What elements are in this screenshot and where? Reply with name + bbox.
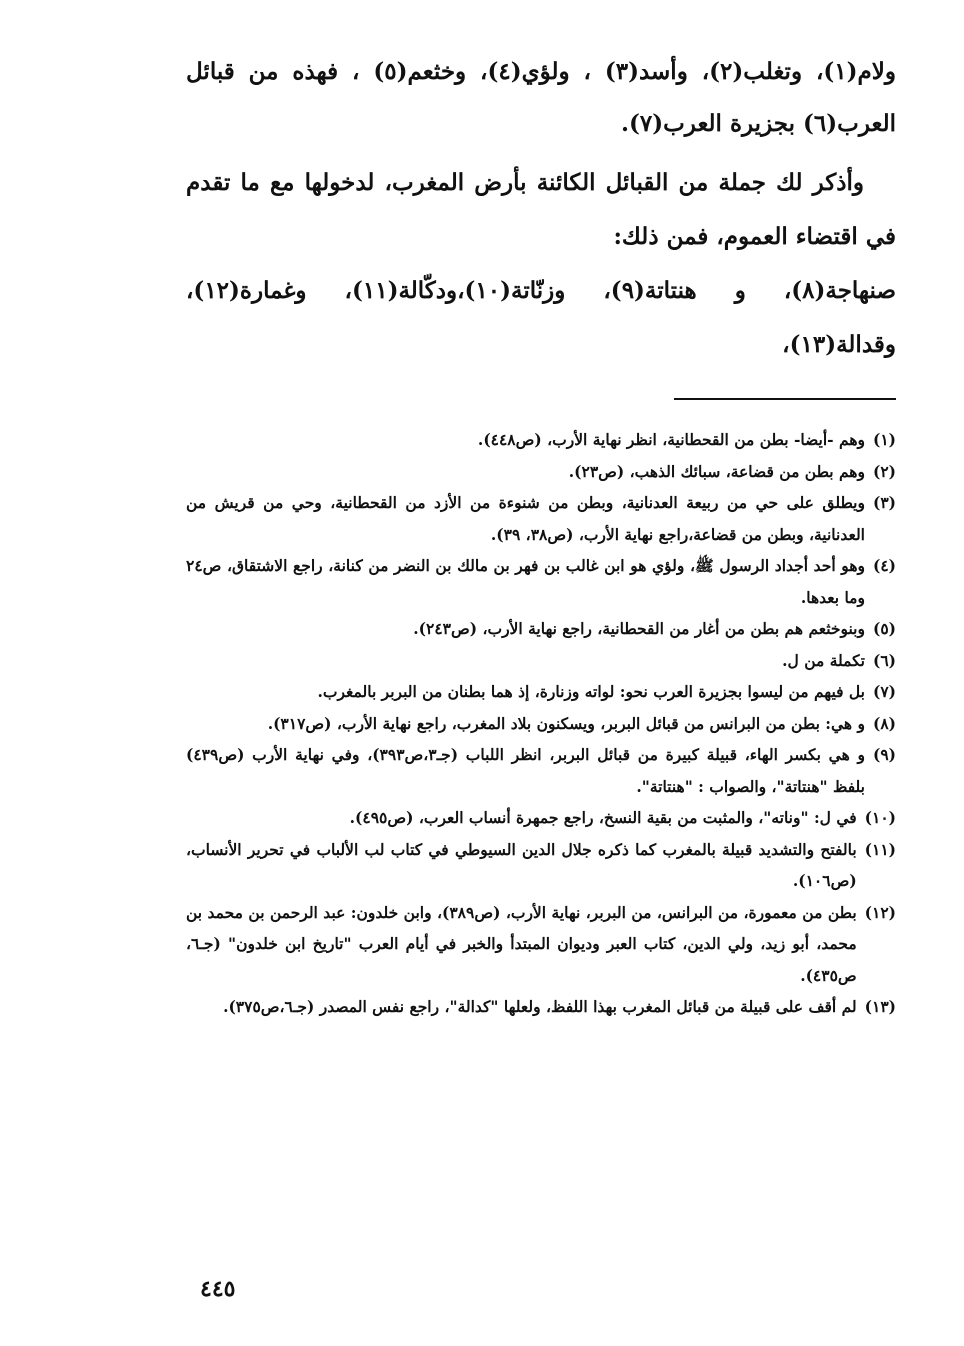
footnote-number: (٥): [872, 619, 896, 638]
footnote-text: و هي: بطن من البرانس من قبائل البربر، ويسكنون بلاد المغرب، راجع نهاية الأرب، (ص٣١٧).: [267, 713, 865, 733]
footnote-number: (٣): [872, 493, 896, 512]
footnote: [186, 991, 896, 1023]
footnote-text: بالفتح والتشديد قبيلة بالمغرب كما ذكره جلال الدين السيوطي في كتاب لب الألباب في تحرير الأنساب، (ص١٠٦).: [186, 839, 857, 890]
footnote: [186, 613, 896, 645]
footnote-number: (١٠): [864, 808, 896, 827]
footnote-number: (٩): [872, 745, 896, 764]
footnote-text: تكملة من ل.: [782, 650, 865, 670]
footnote-text: بل فيهم من ليسوا بجزيرة العرب نحو: لواته وزنارة، إذ هما بطنان من البربر بالمغرب.: [317, 682, 865, 701]
main-paragraph: ولام(١)، وتغلب(٢)، وأسد(٣) ، ولؤي(٤)، وخثعم(٥) ، فهذه من قبائل العرب(٦) بجزيرة العرب(٧).: [186, 58, 896, 137]
footnote-text: بطن من معمورة، من البرانس، من البربر، نهاية الأرب، (ص٣٨٩)، وابن خلدون: عبد الرحمن بن محمد بن محمد، أبو زيد، ولي الدين، كتاب العبر وديوان المبتدأ والخبر في أيام العرب "تاريخ ابن خلدون" (جـ٦، ص٤٣٥).: [186, 902, 857, 985]
footnote: [186, 897, 896, 992]
footnote-number: (٢): [872, 461, 896, 481]
footnote-text: وهم بطن من قضاعة، سبائك الذهب، (ص٢٣).: [568, 461, 865, 481]
footnote-number: (٨): [872, 713, 896, 733]
footnote-text: وبنوخثعم هم بطن من أغار من القحطانية، راجع نهاية الأرب، (ص٢٤٣).: [413, 619, 865, 638]
footnote-number: (٤): [872, 556, 896, 575]
footnote-number: (١): [872, 430, 896, 449]
footnote: [186, 834, 896, 897]
footnote: [186, 550, 896, 613]
footnote-separator: [674, 398, 896, 400]
main-paragraph: صنهاجة(٨)، و هنتاتة(٩)، وزنّاتة(١٠)،ودكّالة(١١)، وغمارة(١٢)، وقدالة(١٣)،: [186, 277, 896, 358]
main-body: [186, 46, 896, 372]
footnote-text: لم أقف على قبيلة من قبائل المغرب بهذا اللفظ، ولعلها "كدالة"، راجع نفس المصدر (جـ٦،ص٣٧٥).: [223, 997, 857, 1016]
page-number: ٤٤٥: [200, 1276, 236, 1302]
footnote-number: (١١): [864, 839, 896, 859]
footnote: [186, 708, 896, 740]
footnote-text: وهو أحد أجداد الرسول ﷺ، ولؤي هو ابن غالب بن فهر بن مالك بن النضر من كنانة، راجع الاشتقاق، ص٢٤ وما بعدها.: [186, 556, 865, 607]
footnote: [186, 645, 896, 677]
footnote: [186, 456, 896, 488]
footnote-text: في ل: "وناته"، والمثبت من بقية النسخ، راجع جمهرة أنساب العرب، (ص٤٩٥).: [349, 808, 857, 827]
footnote-number: (١٣): [864, 997, 896, 1016]
footnote-text: ويطلق على حي من ربيعة العدنانية، وبطن من شنوءة من الأزد من القحطانية، وحي من قريش من العدنانية، وبطن من قضاعة،راجع نهاية الأرب، (ص٣٨، ٣٩).: [186, 493, 865, 544]
footnote: [186, 802, 896, 834]
footnotes-list: [186, 424, 896, 1023]
footnote-number: (٧): [872, 682, 896, 701]
footnote-text: وهم -أيضا- بطن من القحطانية، انظر نهاية الأرب، (ص٤٤٨).: [477, 430, 865, 449]
footnote-text: و هي بكسر الهاء، قبيلة كبيرة من قبائل البربر، انظر اللباب (جـ٣،ص٣٩٣)، وفي نهاية الأرب (ص٤٣٩) بلفظ "هنتاتة"، والصواب : "هنتاتة".: [186, 745, 865, 796]
footnote: [186, 739, 896, 802]
footnote: [186, 424, 896, 456]
footnote-number: (٦): [872, 650, 896, 670]
main-paragraph: وأذكر لك جملة من القبائل الكائنة بأرض المغرب، لدخولها مع ما تقدم في اقتضاء العموم، فمن ذلك:: [186, 169, 896, 250]
footnote: [186, 487, 896, 550]
footnote: [186, 676, 896, 708]
footnote-number: (١٢): [864, 902, 896, 922]
